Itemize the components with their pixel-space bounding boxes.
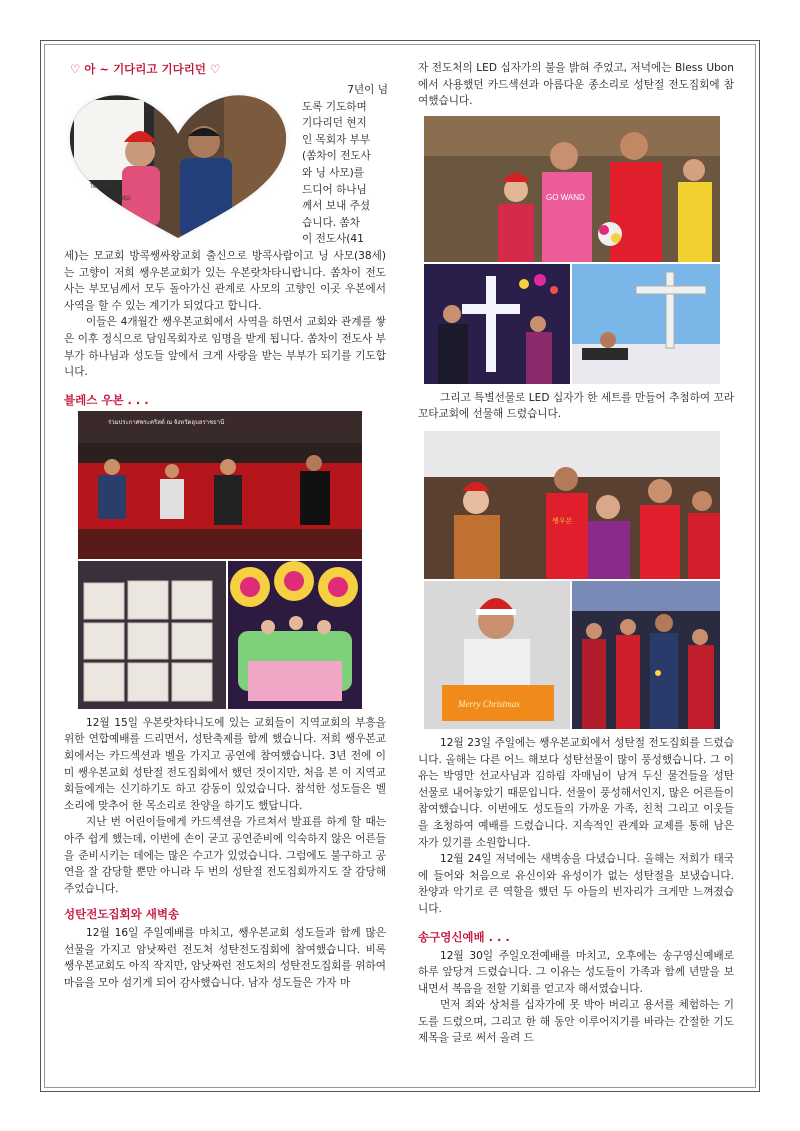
- intro-paragraph-2: 이들은 4개월간 쌩우본교회에서 사역을 하면서 교회와 관계를 쌓은 이후 정식으로 담임목회자로 임명을 받게 됩니다. 쏨차이 전도사 부부가 하나님과 성도들 앞에서 크게 사랑을 받는 부부가 되기를 기도합니다.: [64, 316, 386, 379]
- float-line-7: 께서 보내 주셨: [302, 200, 371, 213]
- christmas-meeting-paragraph-1: 12월 16일 주일예배를 마치고, 쌩우본교회 성도들과 함께 많은 선물을 가지고 암낫짜런 전도처 성탄전도집회에 참여했습니다. 비록 쌩우본교회도 아직 작지만, 암낫짜런 전도처의 성탄전도집회를 위하여 마음을 모아 섬기게 되어 감사했습니다. 남자 성도들은 가자 마: [64, 927, 386, 990]
- float-text-block: [302, 82, 388, 248]
- banner-text: ร่วมประกาศพระคริสต์ ณ จังหวัดอุบลราชธานี: [108, 419, 225, 426]
- heart-sign-text-2: 082-: [120, 196, 133, 202]
- couple-heart-photo: [64, 90, 292, 240]
- shirt-text: 쌩우본: [552, 517, 573, 525]
- float-line-0: 7년이 넘: [347, 84, 388, 96]
- heading-christmas-meeting: 성탄전도집회와 새벽송: [64, 907, 180, 922]
- led-gift-paragraph: 그리고 특별선물로 LED 십자가 한 세트를 만들어 추첨하여 꼬라꼬타교회에 선물해 드렸습니다.: [418, 391, 734, 421]
- cake-photo: [424, 581, 570, 729]
- dec24-paragraph: 12월 24일 저녁에는 새벽송을 다녔습니다. 올해는 저희가 태국에 들어와 처음으로 유신이와 유성이가 없는 성탄절을 보냈습니다. 찬양과 악기로 큰 역할을 했던 두 아들의 빈자리가 크게만 느껴졌습니다.: [418, 853, 734, 915]
- float-line-4: (쏨차이 전도사: [302, 150, 371, 163]
- heading-waiting: ♡ 아 ~ 기다리고 기다리던 ♡: [70, 62, 221, 76]
- right-column: [418, 60, 734, 1047]
- float-line-8: 습니다. 쏨차: [302, 216, 360, 229]
- heart-sign-text-1: Tel. 085-1: [90, 184, 117, 190]
- heading-new-year-service: 송구영신예배 . . .: [418, 929, 510, 944]
- new-year-paragraph-2: 먼저 죄와 상처를 십자가에 못 박아 버리고 용서를 체험하는 기도를 드렸으며, 그리고 한 해 동안 이루어지기를 바라는 간절한 기도제목을 글로 써서 올려 드: [418, 999, 734, 1045]
- church-christmas-group-photo: [424, 431, 720, 579]
- card-section-photo: [78, 561, 226, 709]
- float-line-1: 도록 기도하며: [302, 100, 367, 113]
- led-cross-night-photo: [424, 264, 570, 384]
- led-cross-photos: [418, 116, 734, 384]
- float-line-2: 기다리던 현지: [302, 117, 367, 130]
- caroling-photo: [572, 581, 720, 729]
- stage-performance-photo: [78, 411, 362, 559]
- tshirt-brand-text: GO WAND: [546, 192, 585, 202]
- group-photo-pink-shirts: [424, 116, 720, 262]
- float-line-9: 이 전도사(41: [302, 233, 364, 246]
- bless-ubon-paragraph-2: 지난 번 어린이들에게 카드섹션을 가르쳐서 발표를 하게 할 때는 아주 쉽게 했는데, 이번에 손이 굳고 공연준비에 익숙하지 않은 어른들을 준비시키는 데에는 많은 수고가 있었습니다. 그럼에도 불구하고 공연을 잘 감당할 뿐만 아니라 두 번의 성탄절 전도집회까지도 잘 감당해 주었습니다.: [64, 816, 386, 895]
- dec23-paragraph: 12월 23일 주일에는 쌩우본교회에서 성탄절 전도집회를 드렸습니다. 올해는 다른 어느 해보다 성탄선물이 많이 풍성했습니다. 그 이유는 박영만 선교사님과 김하림 자매님이 남겨 두신 물건들을 성탄 선물로 내어놓았기 때문입니다. 선물이 풍성해서인지, 많은 어른들이 참여했습니다. 이번에도 성도들의 가까운 가족, 친척 그리고 이웃들을 초청하여 예배를 드렸습니다. 지속적인 관계와 교제를 통해 남은 자가 있기를 소원합니다.: [418, 736, 734, 849]
- float-line-3: 인 목회자 부부: [302, 133, 371, 146]
- christmas-photos: [418, 431, 734, 729]
- cake-text: Merry Christmas: [458, 698, 520, 709]
- new-year-paragraph-1: 12월 30일 주일오전예배를 마치고, 오후에는 송구영신예배로 하루 앞당겨 드렸습니다. 그 이유는 성도들이 가족과 함께 년말을 보내면서 복음을 전할 기회를 얻고자 해서였습니다.: [418, 949, 734, 995]
- installing-cross-photo: [572, 264, 720, 384]
- float-line-6: 드디어 하나님: [302, 183, 367, 196]
- float-line-5: 와 닝 사모)를: [302, 166, 365, 179]
- intro-paragraph-1: 세)는 모교회 방콕쌩싸왕교회 출신으로 방콕사람이고 닝 사모(38세)는 고향이 저희 쌩우본교회가 있는 우본랏차타니랍니다. 쏨차이 전도사는 부모님께서 모두 돌아가신 관계로 사모의 고향인 이곳 우본에서 사역을 할 수 있는 계기가 되었다고 합니다.: [64, 250, 386, 312]
- left-column: [64, 60, 386, 992]
- fan-dance-photo: [228, 561, 362, 709]
- bless-ubon-paragraph-1: 12월 15일 우본랏차타니도에 있는 교회들이 지역교회의 부흥을 위한 연합예배를 드리면서, 성탄축제를 함께 했습니다. 저희 쌩우본교회에서는 카드섹션과 벨을 가지고 공연에 참여했습니다. 3년 전에 이미 쌩우본교회 성탄절 전도집회에서 했던 것이지만, 처음 본 이 지역교회들에게는 신기하기도 하고 감동이 있었습니다. 참석한 성도들은 벨 소리에 맞추어 한 목소리로 찬양을 하기도 했답니다.: [64, 716, 386, 812]
- christmas-meeting-paragraph-2: 자 전도처의 LED 십자가의 불을 밝혀 주었고, 저녁에는 Bless Ubon에서 사용했던 카드섹션과 아름다운 종소리로 성탄절 전도집회에 참여했습니다.: [418, 62, 735, 108]
- bless-ubon-photos: [64, 411, 386, 709]
- intro-block: [64, 80, 386, 262]
- heading-bless-ubon: 블레스 우본 . . .: [64, 392, 149, 407]
